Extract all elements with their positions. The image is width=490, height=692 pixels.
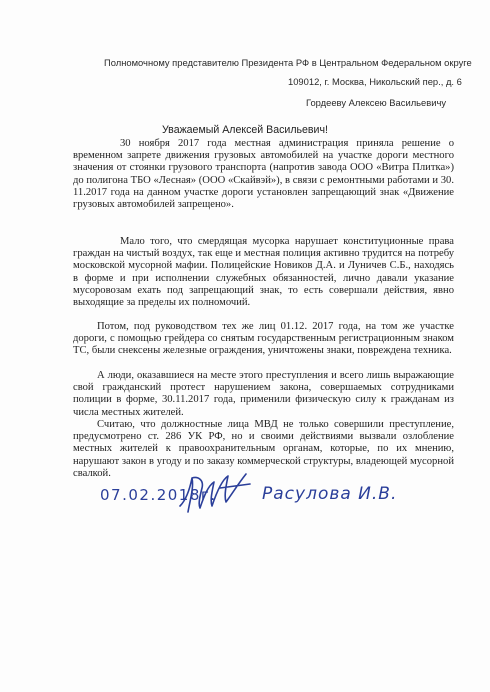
recipient-name: Гордееву Алексею Васильевичу	[306, 97, 447, 108]
paragraph-1: 30 ноября 2017 года местная администрация приняла решение о временном запрете движения грузовых автомобилей на участке дороги местного значения от стоянки грузового транспорта (напротив завода ООО «Витра Плитка») до полигона ТБО «Лесная» (ООО «Скайвэй»), в связи с ремонтными работами и 30. 11.2017 года на данном участке дороги установлен запрещающий знак «Движение грузовых автомобилей запрещено».	[73, 138, 454, 211]
signature-date: 07.02.2018г.	[100, 486, 217, 504]
signature-name: Расулова И.В.	[262, 484, 398, 504]
paragraph-5: Считаю, что должностные лица МВД не только совершили преступление, предусмотрено ст. 286 УК РФ, но и своими действиями вызвали озлобление местных жителей к правоохранительным органам, которые, по их мнению, нарушают закон в угоду и по заказу коммерческой структуры, владеющей мусорной свалкой.	[73, 419, 454, 479]
greeting: Уважаемый Алексей Васильевич!	[162, 124, 328, 136]
address-line: 109012, г. Москва, Никольский пер., д. 6	[288, 76, 462, 87]
handwritten-signature	[176, 466, 254, 518]
paragraph-4: А люди, оказавшиеся на месте этого преступления и всего лишь выражающие свой гражданский протест нарушением закона, совершаемых сотрудниками полиции в форме, 30.11.2017 года, применили физическую силу к гражданам из числа местных жителей.	[73, 370, 454, 418]
addressee-line: Полномочному представителю Президента РФ в Центральном Федеральном округе	[104, 57, 472, 68]
paragraph-3: Потом, под руководством тех же лиц 01.12. 2017 года, на том же участке дороги, с помощью грейдера со снятым государственным регистрационным знаком ТС, были снексены железные ограждения, уничтожены знаки, повреждена техника.	[73, 321, 454, 357]
paragraph-2: Мало того, что смердящая мусорка нарушает конституционные права граждан на чистый воздух, так еще и местная полиция активно трудится на потребу московской мусорной мафии. Полицейские Новиков Д.А. и Луничев С.Б., находясь в форме и при исполнении служебных обязанностей, лично давали указание мусоровозам ехать под запрещающий знак, то есть совершали действия, явно выходящие за пределы их полномочий.	[73, 236, 454, 309]
